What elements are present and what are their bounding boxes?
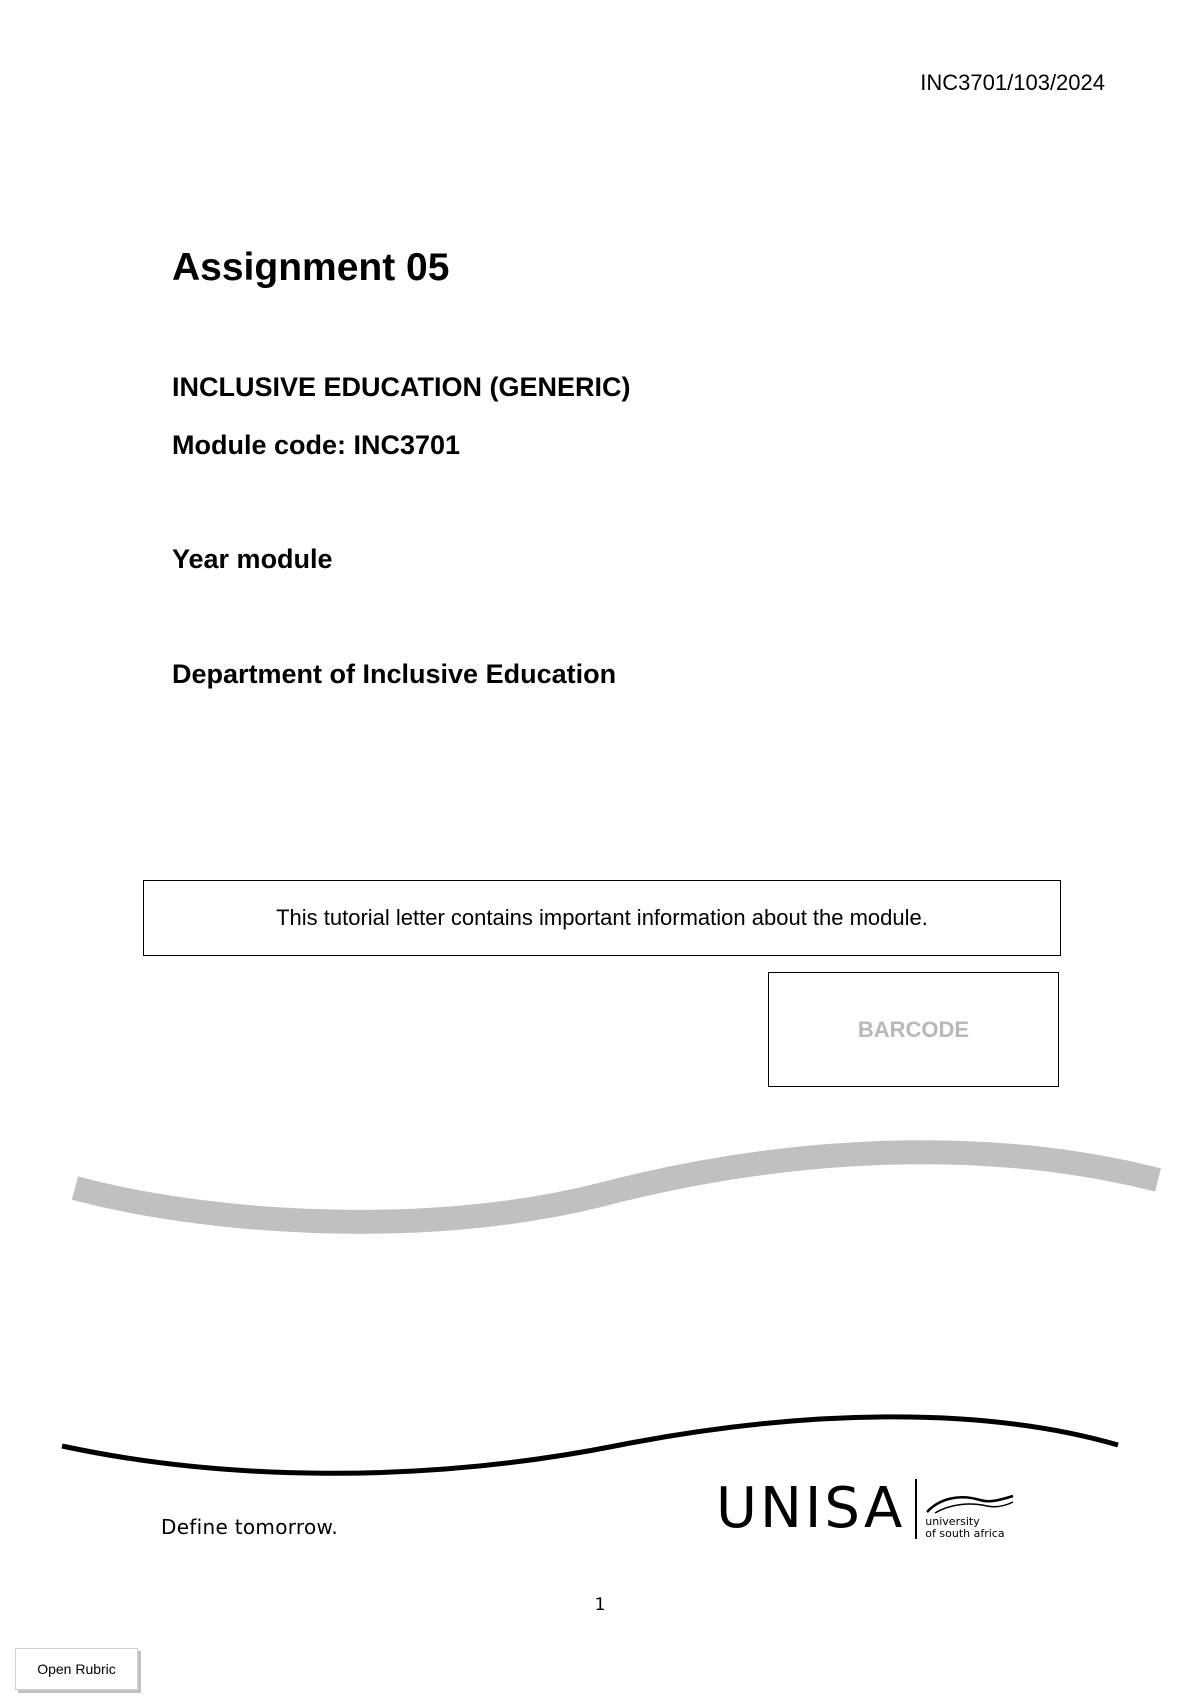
black-swoosh xyxy=(62,1417,1118,1473)
year-module: Year module xyxy=(172,544,333,574)
logo-subline-2: of south africa xyxy=(925,1527,1005,1540)
department-name: Department of Inclusive Education xyxy=(172,659,617,689)
page-number: 1 xyxy=(594,1595,606,1615)
logo-subline-1: university xyxy=(925,1515,980,1528)
notice-text: This tutorial letter contains important information about the module. xyxy=(276,905,928,930)
module-code: Module code: INC3701 xyxy=(172,430,461,460)
unisa-logo xyxy=(716,1478,1015,1540)
document-code: INC3701/103/2024 xyxy=(920,70,1105,95)
barcode-placeholder: BARCODE xyxy=(857,1016,970,1042)
grey-wave xyxy=(75,1152,1158,1222)
logo-wordmark: UNISA xyxy=(716,1476,906,1541)
bird-emblem-icon xyxy=(925,1492,1015,1516)
logo-emblem xyxy=(925,1478,1015,1540)
open-rubric-button[interactable]: Open Rubric xyxy=(15,1648,138,1690)
module-name: INCLUSIVE EDUCATION (GENERIC) xyxy=(172,372,631,402)
assignment-title: Assignment 05 xyxy=(172,246,450,289)
tagline: Define tomorrow. xyxy=(161,1515,339,1539)
logo-separator xyxy=(915,1479,917,1539)
